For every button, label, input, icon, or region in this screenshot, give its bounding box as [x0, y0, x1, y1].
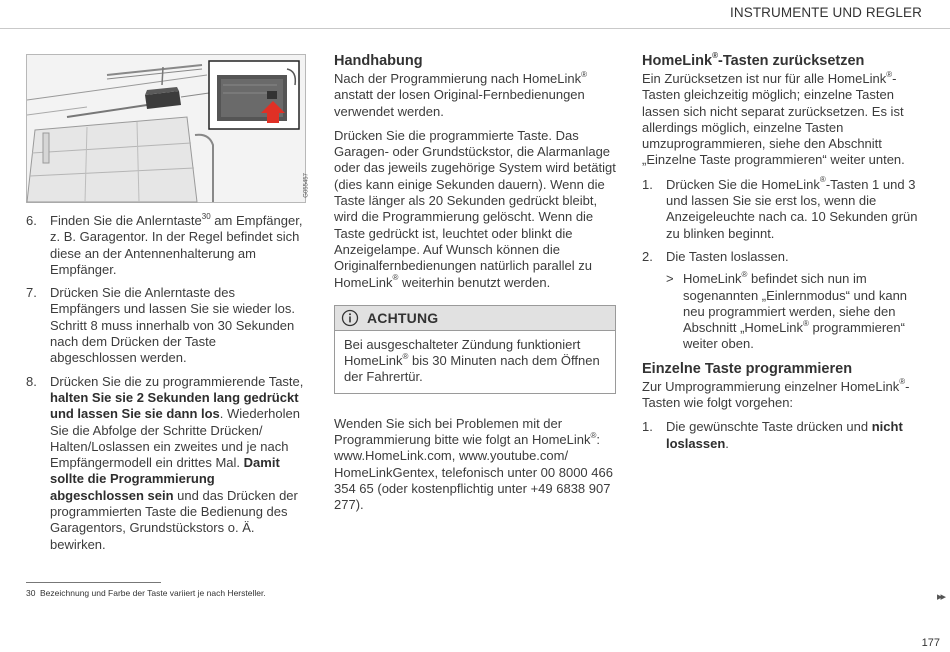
footnote-divider [26, 582, 161, 583]
figure-code: G055457 [304, 173, 310, 198]
step-number: 6. [26, 213, 37, 228]
warning-box [334, 305, 616, 394]
step-8 [26, 374, 306, 553]
registered-mark: ® [590, 430, 597, 440]
reset-step-1 [642, 177, 924, 242]
single-key-steps-list [642, 419, 924, 452]
page-number: 177 [921, 637, 940, 649]
paragraph [642, 71, 924, 169]
step-7 [26, 285, 306, 366]
registered-mark: ® [712, 51, 718, 61]
step-text: -Tasten 1 und 3 und lassen Sie sie erst los, wenn die Anzeigeleuchte nach ca. 10 Sekunden grün zu blinken beginnt. [666, 176, 918, 241]
info-icon [341, 309, 359, 327]
step-number: 7. [26, 285, 37, 301]
paragraph-contact [334, 416, 616, 514]
text: HomeLink [683, 271, 742, 287]
step-emphasis: nicht loslassen [666, 419, 903, 451]
text: -Tasten wie folgt vorgehen: [642, 378, 910, 411]
garage-illustration-svg [27, 55, 305, 202]
text: bis 30 Minuten nach dem Öffnen der Fahrertür. [344, 353, 600, 385]
step-text: . Wiederholen Sie die Abfolge der Schritte Drücken/ Halten/Loslassen ein zweites und je nach Empfängermodell ein drittes Mal. [50, 406, 300, 471]
step-number: 1. [642, 176, 653, 192]
registered-mark: ® [581, 69, 588, 79]
step-text: am Empfänger, z. B. Garagentor. In der Regel befindet sich diese an der Antennenhalterung am Empfänger. [50, 213, 303, 277]
text: -Tasten zurücksetzen [718, 53, 865, 69]
paragraph [642, 379, 924, 412]
section-heading-handhabung: Handhabung [334, 53, 423, 69]
footnote-ref[interactable]: 30 [201, 211, 211, 221]
footnote [26, 588, 426, 598]
column-right [642, 52, 924, 459]
section-heading-single-key: Einzelne Taste programmieren [642, 360, 853, 377]
paragraph [334, 71, 616, 120]
footnote-text: Bezeichnung und Farbe der Taste variiert je nach Hersteller. [40, 588, 266, 598]
step-emphasis: halten Sie sie 2 Sekunden lang gedrückt und lassen Sie sie dann los [50, 389, 299, 422]
step-text: Die gewünschte Taste drücken und [666, 419, 872, 435]
step-text: Drücken Sie die zu programmierende Taste, [50, 373, 304, 389]
text: programmieren“ weiter oben. [683, 320, 905, 352]
text: weiterhin benutzt werden. [398, 274, 551, 290]
text: Drücken Sie die programmierte Taste. Das Garagen- oder Grundstückstor, die Alarmanlage oder das jeweils zugehörige System wird betätigt (dies kann einige Sekunden dauern). Wenn die Taste länger als 20 Sekunden gedrückt bleibt, wird die Programmierung gelöscht. Wenn die Taste gedrückt ist, leuchtet oder blinkt die Anzeigelampe. Auf Wunsch können die Originalfernbedienungen natürlich parallel zu HomeLink [334, 127, 616, 290]
step-text: Die Tasten loslassen. [666, 248, 789, 264]
step-text: Drücken Sie die Anlerntaste des Empfängers und lassen Sie sie wieder los. Schritt 8 muss innerhalb von 30 Sekunden nach dem Drücken der Taste abgeschlossen werden. [50, 285, 295, 366]
contact-text: : www.HomeLink.com, www.youtube.com/ HomeLinkGentex, telefonisch unter 00 8000 466 354 65 (oder kostenpflichtig unter +49 6838 907 277). [334, 432, 613, 513]
paragraph [334, 128, 616, 291]
result-arrow-icon: > [666, 271, 674, 287]
reset-step-2 [642, 249, 924, 353]
text: Zur Umprogrammierung einzelner HomeLink [642, 378, 900, 394]
step-text: Finden Sie die Anlerntaste [50, 213, 202, 228]
step-number: 1. [642, 419, 653, 435]
registered-mark: ® [741, 269, 748, 279]
single-key-step-1 [642, 419, 924, 452]
text: Nach der Programmierung nach HomeLink [334, 71, 582, 86]
result-substep [666, 271, 924, 352]
warning-title: ACHTUNG [367, 309, 439, 326]
next-page-arrows-icon[interactable]: ▸▸ [936, 591, 944, 603]
text: HomeLink [642, 53, 713, 69]
registered-mark: ® [899, 377, 906, 387]
text: Ein Zurücksetzen ist nur für alle HomeLink [642, 71, 887, 86]
reset-steps-list [642, 177, 924, 353]
footnote-number: 30 [26, 588, 36, 598]
registered-mark: ® [392, 273, 399, 283]
text: Wenden Sie sich bei Problemen mit der Programmierung bitte wie folgt an HomeLink [334, 415, 591, 448]
text: befindet sich nun im sogenannten „Einlernmodus“ und kann neu programmiert werden, siehe den Abschnitt „HomeLink [683, 271, 908, 336]
step-number: 2. [642, 248, 653, 264]
text: anstatt der losen Original-Fernbedienungen verwendet werden. [334, 87, 585, 119]
warning-body [335, 331, 615, 393]
step-emphasis: Damit sollte die Programmierung abgeschlossen sein [50, 455, 280, 503]
registered-mark: ® [802, 318, 809, 328]
step-number: 8. [26, 373, 37, 389]
registered-mark: ® [819, 175, 826, 185]
section-header: INSTRUMENTE UND REGLER [730, 5, 922, 20]
programming-steps-list [26, 213, 306, 553]
section-heading-reset [642, 52, 924, 70]
text: Bei ausgeschalteter Zündung funktioniert HomeLink [344, 336, 581, 369]
text: -Tasten gleichzeitig möglich; einzelne Tasten lassen sich nicht separat zurücksetzen. Es ist allerdings möglich, einzelne Tasten umzuprogrammieren, siehe den Abschnitt „Einzelne Taste programmieren“ weiter unten. [642, 71, 905, 168]
garage-opener-illustration [26, 54, 310, 203]
step-text: . [725, 435, 729, 451]
registered-mark: ® [886, 69, 893, 79]
header-divider [0, 28, 950, 29]
warning-header [335, 306, 615, 331]
step-text: Drücken Sie die HomeLink [666, 176, 820, 192]
step-6 [26, 213, 306, 278]
column-middle [334, 52, 616, 522]
column-left [26, 52, 310, 560]
step-text: und das Drücken der programmierten Taste die Bedienung des Garagentors, Grundstückstors o. Ä. bewirken. [50, 487, 298, 552]
registered-mark: ® [402, 351, 409, 361]
